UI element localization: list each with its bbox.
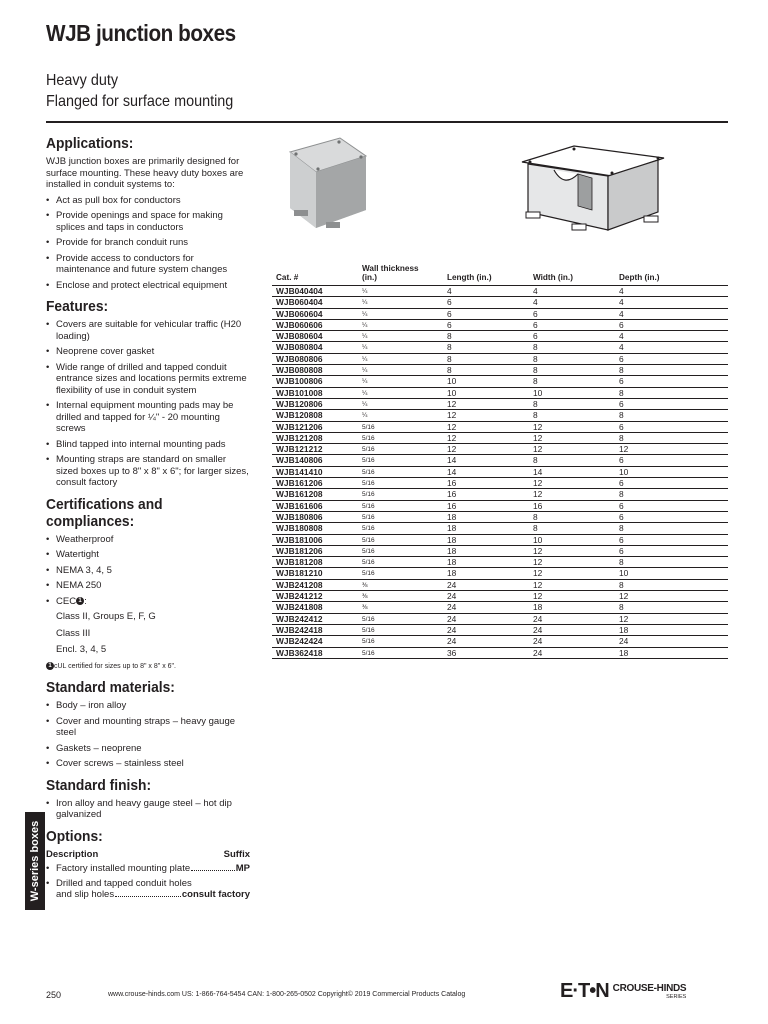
table-row: [272, 320, 728, 331]
cell-depth: 8: [619, 523, 624, 534]
screw-shape: [294, 152, 297, 155]
cell-cat: WJB181206: [276, 545, 323, 556]
cell-length: 12: [447, 444, 457, 455]
cell-cat: WJB180806: [276, 511, 323, 522]
cell-width: 24: [533, 624, 543, 635]
eaton-wordmark: E·T•N: [560, 980, 609, 1002]
list-item: • Wide range of drilled and tapped conduit entrance sizes and locations permits extreme flexibility of use in conduit system: [46, 362, 250, 397]
crouse-hinds-mark: [613, 983, 687, 1000]
cell-width: 12: [533, 432, 543, 443]
cell-depth: 8: [619, 365, 624, 376]
cell-wall: ¼: [362, 400, 368, 408]
finish-list: [46, 798, 250, 821]
list-item: • Cover and mounting straps – heavy gauge steel: [46, 716, 250, 739]
screw-shape: [359, 155, 362, 158]
cell-depth: 6: [619, 398, 624, 409]
table-row: [272, 546, 728, 557]
crouse-hinds-wordmark: CROUSE-HINDS: [612, 983, 687, 994]
cell-length: 14: [447, 466, 457, 477]
cell-width: 12: [533, 591, 543, 602]
cell-width: 8: [533, 511, 538, 522]
cell-cat: WJB120806: [276, 398, 323, 409]
cell-cat: WJB161206: [276, 478, 323, 489]
header-length: Length (in.): [447, 273, 492, 282]
drawing-screw-shape: [611, 172, 614, 175]
list-item: • NEMA 250: [46, 580, 250, 592]
list-item: • Provide openings and space for making splices and taps in conductors: [46, 210, 250, 233]
table-row: [272, 376, 728, 387]
cell-depth: 4: [619, 297, 624, 308]
cec-line: Class II, Groups E, F, G: [56, 611, 156, 622]
cell-width: 8: [533, 353, 538, 364]
table-row: [272, 523, 728, 534]
cell-cat: WJB080806: [276, 353, 323, 364]
cell-width: 14: [533, 466, 543, 477]
cell-length: 12: [447, 398, 457, 409]
cell-depth: 8: [619, 410, 624, 421]
table-row: [272, 286, 728, 297]
cell-depth: 6: [619, 353, 624, 364]
cell-length: 6: [447, 308, 452, 319]
footnote-mark-icon: 1: [76, 597, 84, 605]
cell-cat: WJB060404: [276, 297, 323, 308]
table-row: [272, 625, 728, 636]
cell-width: 12: [533, 478, 543, 489]
list-item-cec: [46, 596, 250, 608]
cell-width: 4: [533, 297, 538, 308]
cell-wall: ¼: [362, 378, 368, 386]
cell-depth: 6: [619, 319, 624, 330]
table-row: [272, 297, 728, 308]
junction-box-drawing: [508, 140, 680, 240]
cell-depth: 6: [619, 534, 624, 545]
cell-depth: 8: [619, 557, 624, 568]
table-row: [272, 410, 728, 421]
cell-length: 18: [447, 511, 457, 522]
cell-wall: 5/16: [362, 513, 375, 521]
cell-wall: 5/16: [362, 468, 375, 476]
cell-wall: 5/16: [362, 638, 375, 646]
table-row: [272, 501, 728, 512]
cell-width: 12: [533, 557, 543, 568]
cell-wall: 5/16: [362, 491, 375, 499]
cell-cat: WJB080604: [276, 331, 323, 342]
header-width: Width (in.): [533, 273, 573, 282]
list-item: • Watertight: [46, 549, 250, 561]
eaton-crouse-hinds-logo: [560, 980, 686, 1003]
applications-list: [46, 195, 250, 292]
options-col-description: Description: [46, 848, 99, 860]
cell-depth: 8: [619, 579, 624, 590]
cell-cat: WJB140806: [276, 455, 323, 466]
page-subtitle-1: Heavy duty: [46, 72, 119, 89]
list-item: • Act as pull box for conductors: [46, 195, 250, 207]
cec-line: Encl. 3, 4, 5: [56, 644, 107, 655]
cell-wall: 5/16: [362, 547, 375, 555]
cell-length: 10: [447, 376, 457, 387]
table-row: [272, 512, 728, 523]
cell-length: 12: [447, 410, 457, 421]
page-subtitle-2: Flanged for surface mounting: [46, 93, 234, 110]
drawing-strap-shape: [572, 224, 586, 230]
cell-depth: 8: [619, 489, 624, 500]
cell-wall: ⅜: [362, 581, 368, 589]
cell-length: 4: [447, 286, 452, 296]
cec-colon: :: [84, 595, 87, 607]
table-row: [272, 342, 728, 353]
cell-length: 16: [447, 489, 457, 500]
cell-depth: 12: [619, 613, 629, 624]
table-row: [272, 388, 728, 399]
page-number: 250: [46, 990, 62, 1000]
cell-depth: 8: [619, 387, 624, 398]
cell-width: 24: [533, 613, 543, 624]
cell-wall: ¼: [362, 299, 368, 307]
cell-cat: WJB241808: [276, 602, 323, 613]
cell-wall: 5/16: [362, 480, 375, 488]
table-row: [272, 648, 728, 659]
junction-box-photo: [268, 130, 376, 238]
header-wall-line1: Wall thickness: [362, 264, 419, 273]
cell-cat: WJB181210: [276, 568, 323, 579]
cell-cat: WJB101008: [276, 387, 323, 398]
materials-list: [46, 700, 250, 770]
cell-wall: ¼: [362, 321, 368, 329]
cell-wall: ¼: [362, 412, 368, 420]
cell-length: 8: [447, 342, 452, 353]
footer-contact: www.crouse-hinds.com US: 1-866-764-5454 CAN: 1-800-265-0502 Copyright© 2019 Commercial Products Catalog: [108, 991, 466, 998]
cell-cat: WJB161208: [276, 489, 323, 500]
cell-width: 6: [533, 331, 538, 342]
page-title: WJB junction boxes: [46, 20, 236, 46]
list-item: • Neoprene cover gasket: [46, 346, 250, 358]
list-item: • Gaskets – neoprene: [46, 743, 250, 755]
table-row: [272, 331, 728, 342]
cell-width: 8: [533, 376, 538, 387]
section-side-tab: [25, 812, 45, 910]
cell-wall: ¼: [362, 355, 368, 363]
cell-length: 24: [447, 636, 457, 647]
list-item: • Body – iron alloy: [46, 700, 250, 712]
cell-length: 24: [447, 591, 457, 602]
cell-depth: 18: [619, 647, 629, 658]
cell-depth: 18: [619, 624, 629, 635]
cell-width: 8: [533, 398, 538, 409]
table-row: [272, 467, 728, 478]
cell-cat: WJB080804: [276, 342, 323, 353]
cell-width: 8: [533, 410, 538, 421]
cell-cat: WJB362418: [276, 647, 323, 658]
cell-width: 12: [533, 579, 543, 590]
cell-cat: WJB060604: [276, 308, 323, 319]
cell-depth: 8: [619, 432, 624, 443]
header-depth: Depth (in.): [619, 273, 660, 282]
cell-width: 10: [533, 387, 543, 398]
cell-wall: ⅜: [362, 604, 368, 612]
cell-length: 18: [447, 534, 457, 545]
cell-cat: WJB241208: [276, 579, 323, 590]
list-item: • Internal equipment mounting pads may be drilled and tapped for ¼" - 20 mounting screws: [46, 400, 250, 435]
options-row: [46, 863, 250, 875]
cell-wall: ¼: [362, 333, 368, 341]
series-label: SERIES: [666, 994, 687, 1000]
cell-width: 12: [533, 568, 543, 579]
table-row: [272, 444, 728, 455]
cell-width: 8: [533, 455, 538, 466]
left-column: [46, 128, 250, 904]
header-wall: [362, 264, 419, 282]
cell-length: 16: [447, 500, 457, 511]
cell-depth: 4: [619, 342, 624, 353]
cell-length: 6: [447, 319, 452, 330]
features-heading: Features:: [46, 298, 109, 315]
header-cat: Cat. #: [276, 273, 299, 282]
cell-length: 24: [447, 602, 457, 613]
table-row: [272, 455, 728, 466]
header-wall-line2: (in.): [362, 273, 378, 282]
cell-length: 24: [447, 624, 457, 635]
cell-width: 8: [533, 523, 538, 534]
table-row: [272, 399, 728, 410]
leader-dots: [191, 870, 235, 871]
cell-wall: 5/16: [362, 446, 375, 454]
table-row: [272, 568, 728, 579]
table-row: [272, 614, 728, 625]
certifications-list: [46, 534, 250, 608]
cell-wall: 5/16: [362, 570, 375, 578]
table-row: [272, 309, 728, 320]
cell-wall: ¼: [362, 344, 368, 352]
list-item: • Blind tapped into internal mounting pads: [46, 439, 250, 451]
table-header: [272, 262, 728, 286]
cell-width: 8: [533, 365, 538, 376]
options-line: [56, 889, 250, 901]
cell-depth: 4: [619, 331, 624, 342]
list-item: • Weatherproof: [46, 534, 250, 546]
certifications-heading: [46, 496, 234, 530]
table-body: [272, 286, 728, 659]
cell-cat: WJB181208: [276, 557, 323, 568]
cell-wall: 5/16: [362, 525, 375, 533]
cell-cat: WJB242412: [276, 613, 323, 624]
features-list: [46, 319, 250, 489]
cell-depth: 6: [619, 421, 624, 432]
cell-cat: WJB040404: [276, 286, 323, 296]
cell-depth: 10: [619, 568, 629, 579]
cec-line: Class III: [56, 627, 91, 639]
list-item: • NEMA 3, 4, 5: [46, 565, 250, 577]
cell-width: 12: [533, 489, 543, 500]
cell-depth: 4: [619, 286, 624, 296]
footnote-text: cUL certified for sizes up to 8" x 8" x 6".: [54, 662, 176, 670]
table-row: [272, 591, 728, 602]
side-tab-label: W-series boxes: [29, 820, 41, 902]
list-item: • Provide access to conductors for maintenance and future system changes: [46, 253, 250, 276]
leader-dots: [115, 896, 181, 897]
table-row: [272, 433, 728, 444]
list-item: • Mounting straps are standard on smaller sized boxes up to 8" x 8" x 6"; for larger sizes, consult factory: [46, 454, 250, 489]
cell-cat: WJB100806: [276, 376, 323, 387]
cell-wall: 5/16: [362, 615, 375, 623]
cell-cat: WJB242424: [276, 636, 323, 647]
cell-wall: 5/16: [362, 423, 375, 431]
table-row: [272, 478, 728, 489]
cell-wall: 5/16: [362, 434, 375, 442]
cell-width: 24: [533, 647, 543, 658]
cell-length: 10: [447, 387, 457, 398]
cell-wall: 5/16: [362, 559, 375, 567]
cell-cat: WJB161606: [276, 500, 323, 511]
mounting-strap-shape: [294, 210, 308, 216]
drawing-screw-shape: [657, 157, 660, 160]
certifications-heading-line1: Certifications and: [46, 495, 163, 513]
options-heading: Options:: [46, 827, 103, 845]
cell-wall: ¼: [362, 389, 368, 397]
table-row: [272, 365, 728, 376]
table-row: [272, 636, 728, 647]
cell-width: 12: [533, 421, 543, 432]
cell-cat: WJB120808: [276, 410, 323, 421]
cell-depth: 6: [619, 511, 624, 522]
cell-cat: WJB242418: [276, 624, 323, 635]
footnote-mark-icon: 1: [46, 662, 54, 670]
cell-length: 8: [447, 365, 452, 376]
cell-length: 8: [447, 331, 452, 342]
cell-cat: WJB180808: [276, 523, 323, 534]
table-row: [272, 354, 728, 365]
cell-length: 14: [447, 455, 457, 466]
screw-shape: [337, 140, 340, 143]
drawing-screw-shape: [529, 161, 532, 164]
cell-wall: 5/16: [362, 649, 375, 657]
applications-heading: Applications:: [46, 135, 134, 152]
table-row: [272, 489, 728, 500]
cell-length: 18: [447, 568, 457, 579]
cell-wall: 5/16: [362, 457, 375, 465]
cell-width: 6: [533, 308, 538, 319]
cell-depth: 8: [619, 602, 624, 613]
drawing-strap-shape: [644, 216, 658, 222]
cell-cat: WJB060606: [276, 319, 323, 330]
cell-depth: 6: [619, 478, 624, 489]
cell-width: 6: [533, 319, 538, 330]
cell-width: 24: [533, 636, 543, 647]
options-line: [56, 863, 250, 875]
cell-wall: 5/16: [362, 536, 375, 544]
cell-length: 18: [447, 545, 457, 556]
cell-depth: 4: [619, 308, 624, 319]
cell-depth: 24: [619, 636, 629, 647]
cell-depth: 12: [619, 591, 629, 602]
cell-length: 12: [447, 421, 457, 432]
cell-length: 24: [447, 613, 457, 624]
cell-cat: WJB181006: [276, 534, 323, 545]
cell-cat: WJB121212: [276, 444, 323, 455]
cell-wall: 5/16: [362, 502, 375, 510]
cell-length: 8: [447, 353, 452, 364]
drawing-strap-shape: [526, 212, 540, 218]
mounting-strap-shape: [326, 222, 340, 228]
materials-heading: Standard materials:: [46, 679, 175, 696]
table-row: [272, 557, 728, 568]
cell-depth: 6: [619, 376, 624, 387]
list-item: • Cover screws – stainless steel: [46, 758, 250, 770]
cell-cat: WJB080808: [276, 365, 323, 376]
options-col-suffix: Suffix: [223, 848, 250, 860]
options-row: [46, 878, 250, 901]
option-description: • Factory installed mounting plate: [56, 863, 191, 874]
cell-width: 4: [533, 286, 538, 296]
cell-depth: 6: [619, 500, 624, 511]
cell-length: 24: [447, 579, 457, 590]
header-rule: [46, 121, 728, 123]
cell-width: 18: [533, 602, 543, 613]
cell-depth: 10: [619, 466, 629, 477]
cell-cat: WJB141410: [276, 466, 323, 477]
cell-wall: ¼: [362, 367, 368, 375]
cell-length: 36: [447, 647, 457, 658]
table-row: [272, 422, 728, 433]
applications-intro: WJB junction boxes are primarily designed for surface mounting. These heavy duty boxes are installed in conduit systems to:: [46, 156, 244, 190]
cell-length: 6: [447, 297, 452, 308]
finish-heading: Standard finish:: [46, 776, 152, 794]
cell-depth: 6: [619, 545, 624, 556]
cell-width: 10: [533, 534, 543, 545]
cell-width: 8: [533, 342, 538, 353]
footnote: [46, 661, 250, 673]
cell-length: 18: [447, 523, 457, 534]
cell-wall: ¼: [362, 310, 368, 318]
cell-width: 16: [533, 500, 543, 511]
list-item: • Covers are suitable for vehicular traffic (H20 loading): [46, 319, 250, 342]
list-item: • Provide for branch conduit runs: [46, 237, 250, 249]
option-description: • Drilled and tapped conduit holes: [56, 877, 192, 889]
screw-shape: [316, 167, 319, 170]
drawing-screw-shape: [573, 148, 576, 151]
cell-length: 18: [447, 557, 457, 568]
cell-cat: WJB241212: [276, 591, 323, 602]
cell-width: 12: [533, 545, 543, 556]
list-item: • Enclose and protect electrical equipment: [46, 280, 250, 292]
cell-cat: WJB121208: [276, 432, 323, 443]
options-header: [46, 849, 250, 861]
drawing-interior-shape: [578, 174, 592, 210]
option-suffix: MP: [235, 863, 250, 874]
cell-wall: ⅜: [362, 593, 368, 601]
cell-width: 12: [533, 444, 543, 455]
cell-length: 12: [447, 432, 457, 443]
table-row: [272, 602, 728, 613]
cec-label: CEC: [56, 595, 77, 607]
table-row: [272, 580, 728, 591]
cell-wall: 5/16: [362, 626, 375, 634]
dimensions-table: [272, 262, 728, 659]
cell-length: 16: [447, 478, 457, 489]
table-row: [272, 535, 728, 546]
list-item: • Iron alloy and heavy gauge steel – hot dip galvanized: [46, 798, 250, 821]
option-suffix: consult factory: [181, 889, 250, 900]
cell-depth: 6: [619, 455, 624, 466]
cell-wall: ¼: [362, 288, 368, 295]
certifications-heading-line2: compliances:: [46, 512, 135, 530]
cell-depth: 12: [619, 444, 629, 455]
option-description: and slip holes: [56, 889, 115, 900]
cell-cat: WJB121206: [276, 421, 323, 432]
